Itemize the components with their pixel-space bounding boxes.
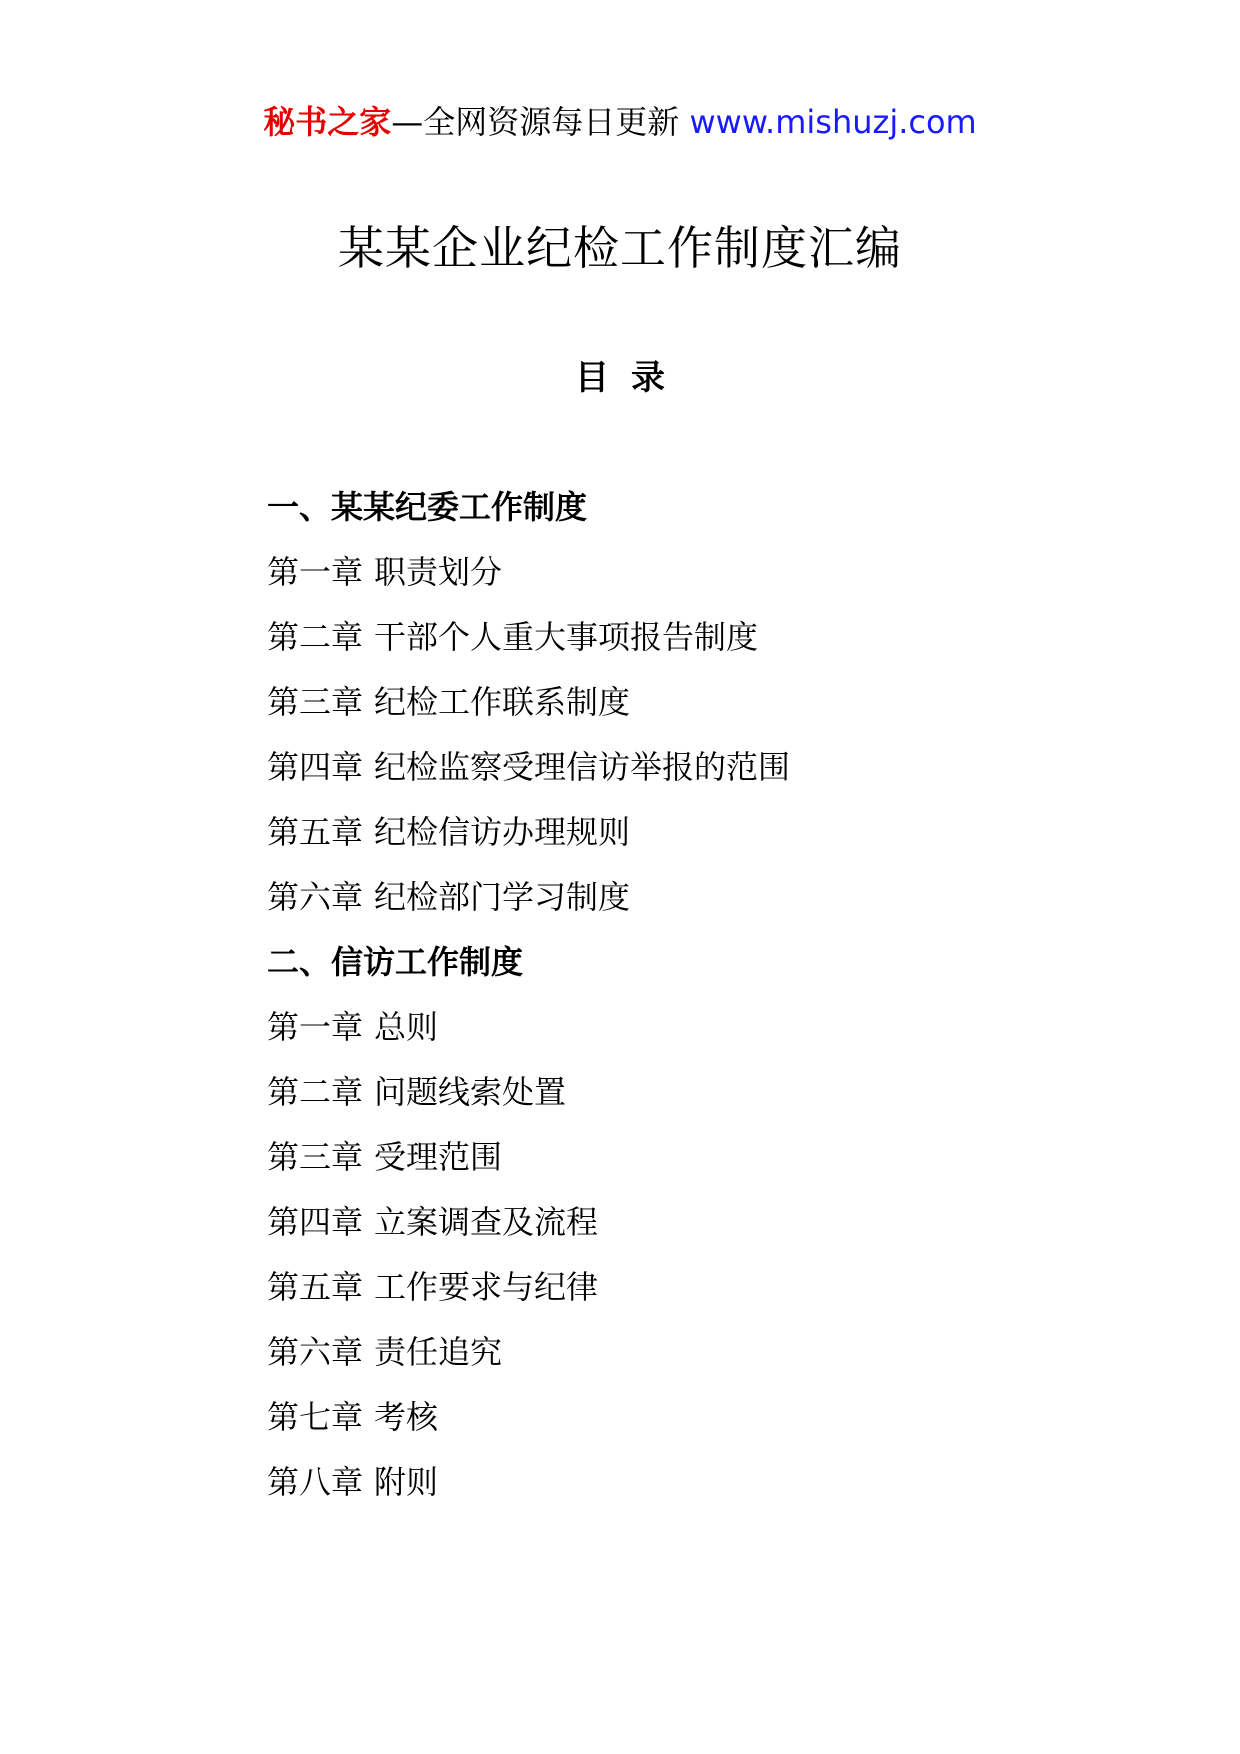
- toc-chapter: [267, 1457, 1167, 1522]
- toc-chapter: [267, 547, 1167, 612]
- chapter-title: 责任追究: [374, 1333, 503, 1371]
- chapter-number: 第一章: [267, 553, 364, 591]
- brand-name: 秘书之家: [263, 103, 392, 141]
- chapter-title: 受理范围: [374, 1138, 503, 1176]
- chapter-number: 第四章: [267, 748, 364, 786]
- chapter-title: 干部个人重大事项报告制度: [374, 618, 759, 656]
- chapter-number: 第五章: [267, 1268, 364, 1306]
- document-title: 某某企业纪检工作制度汇编: [338, 221, 902, 275]
- toc-chapter: [267, 1392, 1167, 1457]
- chapter-number: 第八章: [267, 1463, 364, 1501]
- chapter-number: 第六章: [267, 878, 364, 916]
- chapter-number: 第一章: [267, 1008, 364, 1046]
- toc-chapter: [267, 742, 1167, 807]
- toc-chapter: [267, 1197, 1167, 1262]
- chapter-number: 第二章: [267, 1073, 364, 1111]
- toc-chapter: [267, 1002, 1167, 1067]
- chapter-title: 纪检部门学习制度: [374, 878, 631, 916]
- chapter-title: 纪检工作联系制度: [374, 683, 631, 721]
- chapter-title: 纪检监察受理信访举报的范围: [374, 748, 791, 786]
- table-of-contents: [267, 482, 1167, 1522]
- chapter-number: 第五章: [267, 813, 364, 851]
- chapter-title: 总则: [374, 1008, 439, 1046]
- chapter-title: 问题线索处置: [374, 1073, 567, 1111]
- toc-chapter: [267, 872, 1167, 937]
- chapter-number: 第六章: [267, 1333, 364, 1371]
- chapter-number: 第三章: [267, 1138, 364, 1176]
- toc-chapter: [267, 1262, 1167, 1327]
- toc-chapter: [267, 1132, 1167, 1197]
- chapter-number: 第二章: [267, 618, 364, 656]
- toc-chapter: [267, 1327, 1167, 1392]
- site-header: [0, 100, 1240, 144]
- chapter-title: 纪检信访办理规则: [374, 813, 631, 851]
- toc-chapter: [267, 807, 1167, 872]
- chapter-title: 职责划分: [374, 553, 503, 591]
- site-url: www.mishuzj.com: [689, 103, 977, 141]
- toc-heading: 目录: [575, 358, 687, 398]
- chapter-title: 立案调查及流程: [374, 1203, 599, 1241]
- chapter-title: 工作要求与纪律: [374, 1268, 599, 1306]
- chapter-title: 附则: [374, 1463, 439, 1501]
- toc-chapter: [267, 677, 1167, 742]
- header-tagline: —全网资源每日更新: [391, 103, 690, 141]
- toc-section-heading: 一、某某纪委工作制度: [267, 488, 588, 526]
- chapter-number: 第七章: [267, 1398, 364, 1436]
- chapter-number: 第三章: [267, 683, 364, 721]
- chapter-number: 第四章: [267, 1203, 364, 1241]
- toc-section-heading: 二、信访工作制度: [267, 943, 524, 981]
- toc-chapter: [267, 1067, 1167, 1132]
- chapter-title: 考核: [374, 1398, 439, 1436]
- toc-chapter: [267, 612, 1167, 677]
